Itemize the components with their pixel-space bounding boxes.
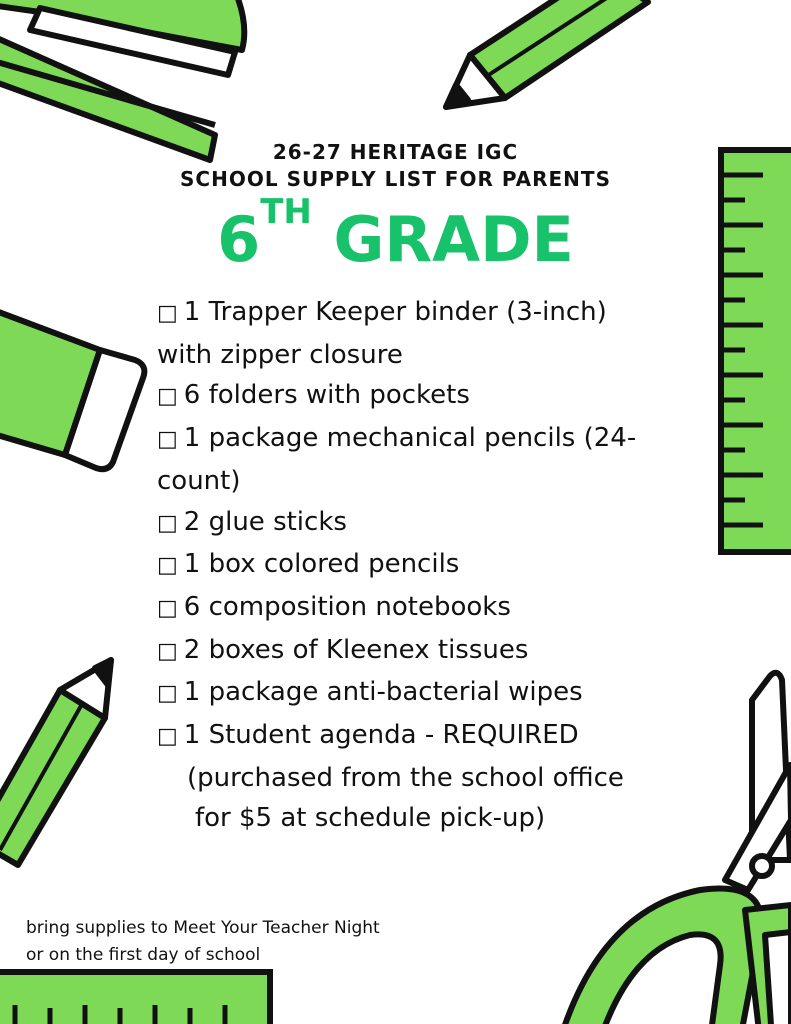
supply-item-continuation: [157, 798, 717, 839]
supply-item-text: count): [157, 465, 241, 496]
supply-item-text: 1 Trapper Keeper binder (3-inch): [183, 297, 607, 327]
grade-suffix: TH: [260, 192, 312, 232]
supply-item: [157, 418, 717, 461]
pencil-icon-2: [0, 660, 111, 865]
stapler-icon: [0, 0, 244, 160]
checkbox-icon: □: [157, 427, 178, 453]
pencil-icon: [446, 0, 648, 107]
footer-note: [26, 915, 446, 969]
supply-item-continuation: [157, 335, 717, 376]
ruler-icon-2: [0, 972, 270, 1024]
header-list-title: SCHOOL SUPPLY LIST FOR PARENTS: [180, 167, 611, 191]
supply-item-text: 1 package anti-bacterial wipes: [183, 677, 583, 708]
checkbox-icon: □: [157, 510, 178, 536]
checkbox-icon: □: [157, 595, 178, 621]
footer-line-1: bring supplies to Meet Your Teacher Night: [26, 918, 380, 938]
supply-item: [157, 672, 717, 715]
checkbox-icon: □: [157, 681, 178, 707]
supply-item-text: 1 box colored pencils: [183, 549, 460, 580]
checkbox-icon: □: [157, 724, 178, 750]
supply-item: [157, 292, 717, 335]
grade-word: GRADE: [333, 203, 574, 276]
supply-item-text: for $5 at schedule pick-up): [195, 803, 546, 834]
supply-item: [157, 587, 717, 630]
supply-item-text: 1 Student agenda - REQUIRED: [183, 720, 579, 751]
grade-number: 6: [217, 203, 261, 276]
footer-line-2: or on the first day of school: [26, 945, 261, 965]
checkbox-icon: □: [157, 638, 178, 664]
supply-item-text: 6 folders with pockets: [183, 380, 470, 411]
supply-list: [157, 292, 717, 839]
supply-item: [157, 715, 717, 758]
supply-item: [157, 375, 717, 418]
supply-item-text: 2 glue sticks: [183, 506, 347, 537]
checkbox-icon: □: [157, 553, 178, 579]
supply-item-text: (purchased from the school office: [187, 762, 624, 793]
supply-item-continuation: [157, 758, 717, 799]
supply-item: [157, 502, 717, 545]
checkbox-icon: □: [157, 301, 178, 326]
supply-item-text: 1 package mechanical pencils (24-: [183, 423, 637, 454]
supply-item: [157, 630, 717, 673]
supply-item-text: with zipper closure: [157, 339, 403, 370]
header-school-year: 26-27 HERITAGE IGC: [272, 140, 519, 164]
grade-title: [0, 192, 791, 280]
supply-item: [157, 544, 717, 587]
eraser-icon: [0, 305, 144, 469]
supply-item-continuation: [157, 461, 717, 502]
checkbox-icon: □: [157, 384, 178, 410]
supply-item-text: 6 composition notebooks: [183, 591, 511, 622]
supply-item-text: 2 boxes of Kleenex tissues: [183, 634, 529, 665]
